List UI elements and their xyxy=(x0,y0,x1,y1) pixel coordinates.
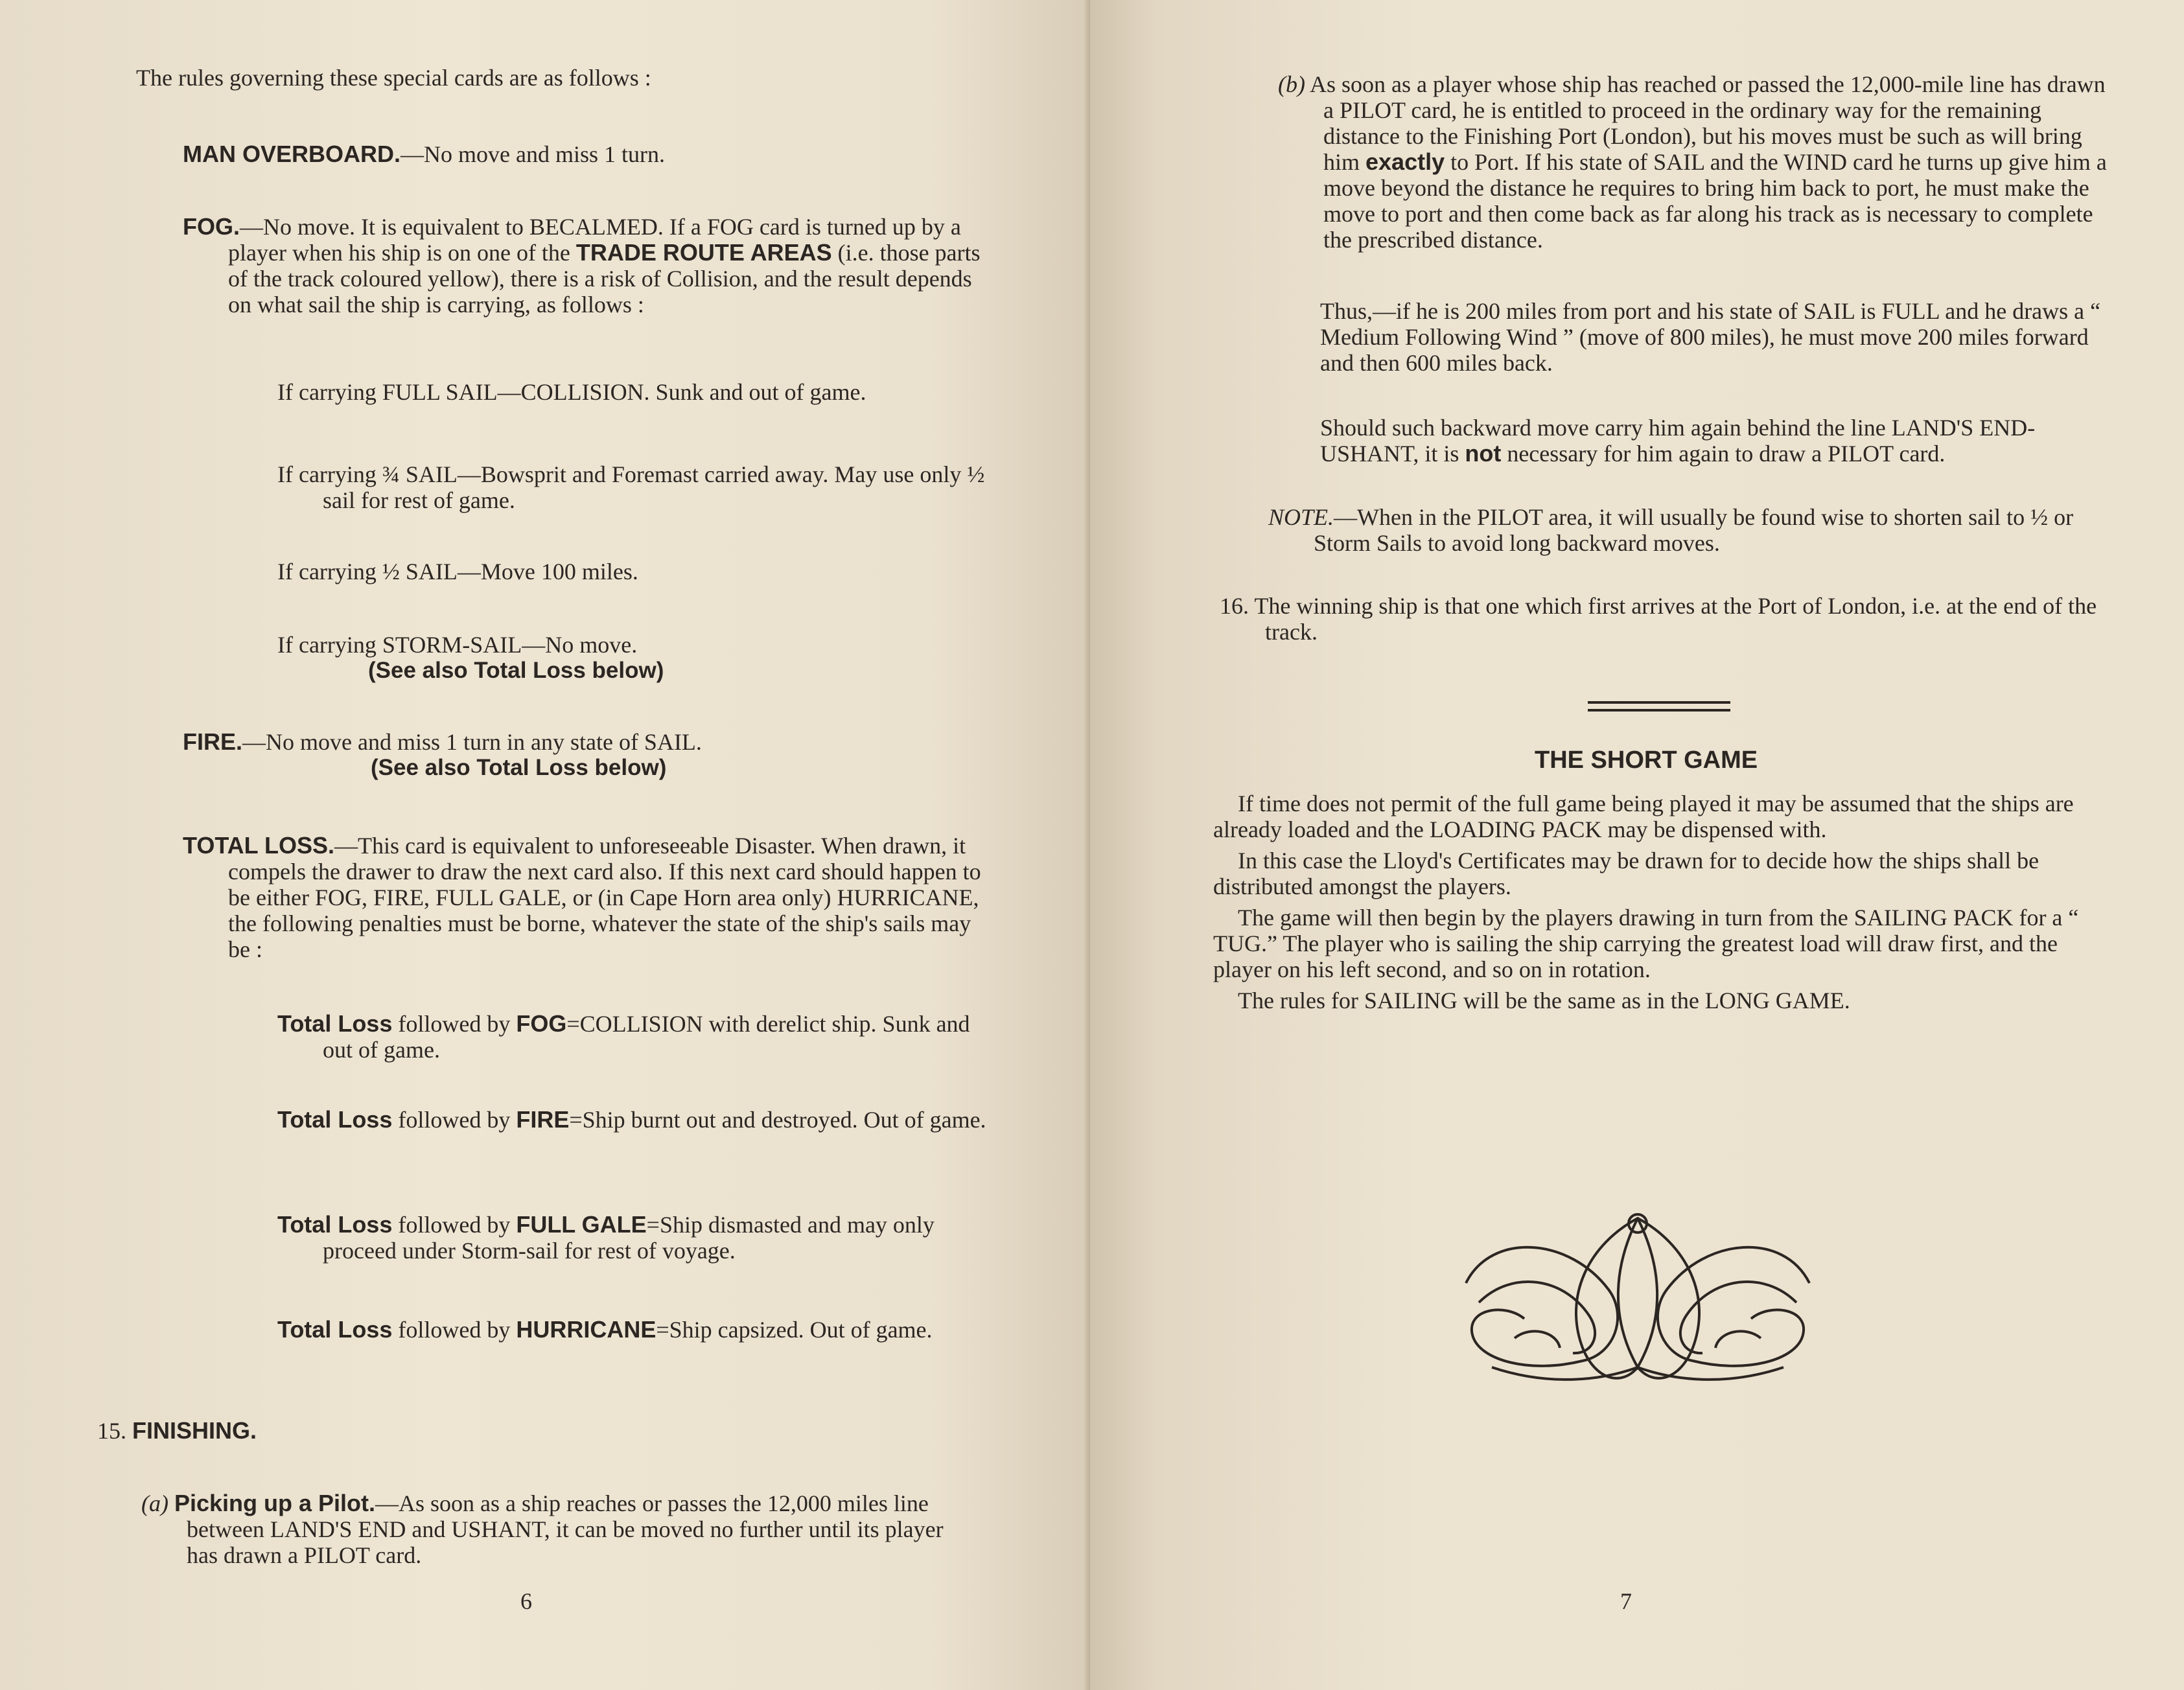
carrying-half-sail: If carrying ½ SAIL—Move 100 miles. xyxy=(277,559,638,585)
penalty-hurricane: Total Loss followed by HURRICANE=Ship capsized. Out of game. xyxy=(277,1316,933,1343)
man-overboard-rule xyxy=(183,141,1025,167)
carrying-storm-sail: If carrying STORM-SAIL—No move. (See also Total Loss below) xyxy=(277,632,997,684)
divider-rule-bottom xyxy=(1588,709,1730,712)
short-game-paragraph: In this case the Lloyd's Certificates may be drawn for to decide how the ships shall be distributed amongst the players. xyxy=(1213,848,2039,899)
short-game-paragraph: The game will then begin by the players drawing in turn from the SAILING PACK for a “ TUG.” The player who is sailing the ship carrying the greatest load will draw first, and the player on his left second, and so on in rotation. xyxy=(1213,905,2079,982)
fire-term: FIRE. xyxy=(183,728,243,755)
short-game-paragraph: The rules for SAILING will be the same as in the LONG GAME. xyxy=(1238,988,1850,1013)
pilot-b-rule: (b) As soon as a player whose ship has reached or passed the 12,000-mile line has drawn a PILOT card, he is entitled to proceed in the ordinary way for the remaining distance to the Finishing Port (London), but his moves must be such as will bring him exactly to Port. If his state of SAIL and the WIND card he turns up give him a move beyond the distance he requires to bring him back to port, he must make the move to port and then come back as far along his track as is necessary to complete the prescribed distance. xyxy=(1278,71,2107,253)
see-also-note: (See also Total Loss below) xyxy=(371,755,667,780)
pilot-text: —As soon as a ship reaches or passes the 12,000 miles line between LAND'S END and USHANT, it can be moved no further until its player has drawn a PILOT card. xyxy=(187,1490,944,1568)
note-label: NOTE. xyxy=(1268,504,1334,530)
total-loss-term: TOTAL LOSS. xyxy=(183,832,335,859)
decorative-knot-ornament-icon xyxy=(1453,1205,1822,1400)
finishing-title: FINISHING. xyxy=(132,1417,257,1444)
short-game-text xyxy=(1213,791,2111,1013)
page-number-left: 6 xyxy=(520,1588,532,1614)
pilot-label: (a) xyxy=(141,1490,168,1516)
man-overboard-term: MAN OVERBOARD. xyxy=(183,141,401,167)
short-game-title: THE SHORT GAME xyxy=(1535,747,1758,774)
see-also-note: (See also Total Loss below) xyxy=(368,658,664,683)
fog-text-2: (i.e. those parts of the track coloured yellow), there is a risk of Collision, and the result depends on what sail the ship is carrying, as follows : xyxy=(228,240,981,318)
page-number-right: 7 xyxy=(1620,1588,1632,1614)
note-paragraph: NOTE.—When in the PILOT area, it will usually be found wise to shorten sail to ½ or Storm Sails to avoid long backward moves. xyxy=(1268,504,2074,556)
fog-text-1: —No move. It is equivalent to BECALMED. If a FOG card is turned up by a player when his ship is on one of the xyxy=(228,214,961,266)
fire-rule xyxy=(183,729,993,781)
left-page xyxy=(0,0,1090,1690)
divider-rule-top xyxy=(1588,701,1730,704)
penalty-full-gale: Total Loss followed by FULL GALE=Ship dismasted and may only proceed under Storm-sail for rest of voyage. xyxy=(277,1211,935,1264)
penalty-fog: Total Loss followed by FOG=COLLISION with derelict ship. Sunk and out of game. xyxy=(277,1010,970,1063)
intro-text: The rules governing these special cards are as follows : xyxy=(136,65,651,91)
carrying-full-sail: If carrying FULL SAIL—COLLISION. Sunk and out of game. xyxy=(277,379,866,405)
penalty-fire: Total Loss followed by FIRE=Ship burnt out and destroyed. Out of game. xyxy=(277,1106,986,1133)
should-paragraph: Should such backward move carry him again behind the line LAND'S END-USHANT, it is not necessary for him again to draw a PILOT card. xyxy=(1320,415,2036,467)
pilot-rule xyxy=(141,1490,971,1568)
fog-bold: TRADE ROUTE AREAS xyxy=(575,239,832,266)
man-overboard-text: —No move and miss 1 turn. xyxy=(401,141,665,167)
fire-text: —No move and miss 1 turn in any state of SAIL. xyxy=(242,729,702,755)
total-loss-text: —This card is equivalent to unforeseeable Disaster. When drawn, it compels the drawer to draw the next card also. If this next card should happen to be either FOG, FIRE, FULL GALE, or (in Cape Horn area only) HURRICANE, the following penalties must be borne, whatever the state of the ship's sails may be : xyxy=(228,833,981,962)
rule-16-number: 16. xyxy=(1220,593,1249,619)
total-loss-rule xyxy=(183,833,996,962)
finishing-heading xyxy=(97,1418,616,1444)
finishing-number: 15. xyxy=(97,1418,126,1444)
fog-rule xyxy=(183,214,996,318)
thus-example: Thus,—if he is 200 miles from port and his state of SAIL is FULL and he draws a “ Medium Following Wind ” (move of 800 miles), he must move 200 miles forward and then 600 miles back. xyxy=(1320,298,2101,376)
right-page xyxy=(1090,0,2184,1690)
carrying-three-quarter-sail: If carrying ¾ SAIL—Bowsprit and Foremast carried away. May use only ½ sail for rest of game. xyxy=(277,461,985,513)
b-label: (b) xyxy=(1278,71,1305,97)
short-game-paragraph: If time does not permit of the full game being played it may be assumed that the ships are already loaded and the LOADING PACK may be dispensed with. xyxy=(1213,791,2074,842)
rule-16: 16. The winning ship is that one which first arrives at the Port of London, i.e. at the end of the track. xyxy=(1220,593,2097,645)
pilot-term: Picking up a Pilot. xyxy=(174,1490,376,1516)
fog-term: FOG. xyxy=(183,213,240,240)
